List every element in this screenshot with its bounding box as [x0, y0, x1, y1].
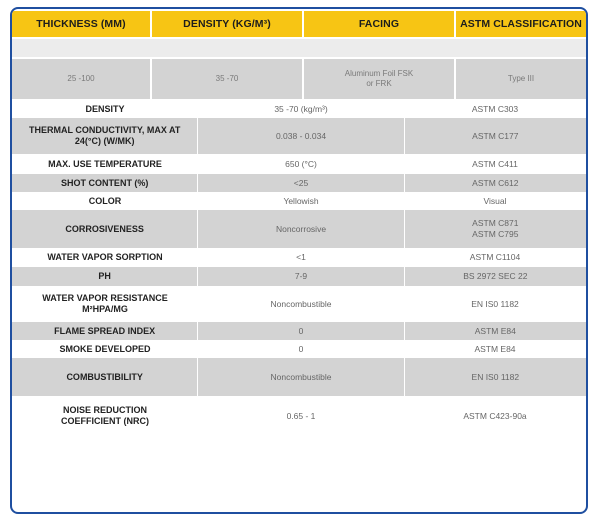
row-standard: ASTM C612 — [404, 174, 586, 192]
table-row-noise-reduction — [12, 396, 586, 436]
header-facing: FACING — [304, 11, 454, 37]
row-standard — [404, 210, 586, 248]
row-label: COLOR — [88, 195, 122, 206]
summary-density: 35 -70 — [152, 59, 302, 99]
header-thickness: THICKNESS (MM) — [12, 11, 150, 37]
row-standard: ASTM C303 — [471, 104, 519, 114]
row-label: COMBUSTIBILITY — [66, 371, 143, 382]
table-row-smoke-developed — [12, 340, 586, 358]
row-label: DENSITY — [85, 104, 125, 114]
row-standard: ASTM C177 — [404, 118, 586, 154]
row-label-line1: WATER VAPOR RESISTANCE — [42, 293, 168, 303]
properties-table — [12, 101, 586, 436]
table-header-row — [12, 11, 586, 37]
header-density: DENSITY (KG/M³) — [152, 11, 302, 37]
row-label: FLAME SPREAD INDEX — [54, 325, 156, 336]
row-value: Yellowish — [283, 195, 319, 206]
row-value: Noncombustible — [197, 358, 403, 396]
summary-astm: Type III — [456, 59, 586, 99]
table-row-density — [12, 101, 586, 118]
row-standard-line1: ASTM C871 — [472, 218, 519, 228]
row-label — [12, 286, 198, 322]
summary-thickness: 25 -100 — [12, 59, 150, 99]
row-label: CORROSIVENESS — [65, 223, 144, 234]
header-astm-classification: ASTM CLASSIFICATION — [456, 11, 586, 37]
summary-facing — [304, 59, 454, 99]
table-row-combustibility — [12, 358, 586, 396]
row-label: SMOKE DEVELOPED — [59, 343, 151, 354]
table-row-thermal-conductivity — [12, 118, 586, 154]
row-label — [12, 396, 198, 436]
row-value: <25 — [197, 174, 403, 192]
row-standard: ASTM C411 — [472, 158, 518, 169]
row-value: 35 -70 (kg/m³) — [274, 104, 328, 114]
header-spacer — [12, 39, 586, 57]
table-row-corrosiveness — [12, 210, 586, 248]
summary-facing-line1: Aluminum Foil FSK — [344, 69, 414, 78]
row-standard: Visual — [483, 195, 507, 206]
row-value: 0.038 - 0.034 — [197, 118, 403, 154]
row-label: MAX. USE TEMPERATURE — [48, 158, 162, 169]
row-label: PH — [98, 271, 111, 281]
row-standard: EN IS0 1182 — [404, 358, 586, 396]
table-row-water-vapor-sorption — [12, 248, 586, 267]
spec-table-frame — [10, 7, 588, 514]
row-standard: ASTM E84 — [474, 343, 516, 354]
row-standard: ASTM C1104 — [469, 252, 521, 262]
table-row-color — [12, 192, 586, 210]
table-row-shot-content — [12, 174, 586, 192]
row-value: <1 — [296, 252, 306, 262]
row-standard: ASTM C423-90a — [463, 410, 527, 421]
row-value: Noncombustible — [270, 298, 332, 309]
table-row-max-use-temperature — [12, 154, 586, 174]
summary-facing-line2: or FRK — [366, 79, 392, 88]
row-label-line2: M²HPA/MG — [82, 304, 128, 314]
row-label-line2: COEFFICIENT (NRC) — [61, 416, 149, 426]
row-value: 0 — [298, 343, 304, 354]
row-label-line1: NOISE REDUCTION — [62, 405, 147, 415]
row-standard: EN IS0 1182 — [471, 298, 519, 309]
row-value: 0 — [197, 322, 403, 340]
table-row-flame-spread-index — [12, 322, 586, 340]
row-value: 0.65 - 1 — [286, 410, 316, 421]
row-value: 650 (°C) — [285, 158, 317, 169]
row-label: SHOT CONTENT (%) — [60, 177, 149, 188]
summary-row — [12, 59, 586, 99]
row-standard: ASTM E84 — [404, 322, 586, 340]
table-row-ph — [12, 267, 586, 286]
row-standard: BS 2972 SEC 22 — [404, 267, 586, 286]
row-label: THERMAL CONDUCTIVITY, MAX AT 24(°C) (W/MK) — [29, 125, 181, 146]
row-value: Noncorrosive — [197, 210, 403, 248]
row-standard-line2: ASTM C795 — [472, 229, 519, 239]
table-row-water-vapor-resistance — [12, 286, 586, 322]
row-value: 7-9 — [197, 267, 403, 286]
row-label: WATER VAPOR SORPTION — [47, 252, 163, 262]
